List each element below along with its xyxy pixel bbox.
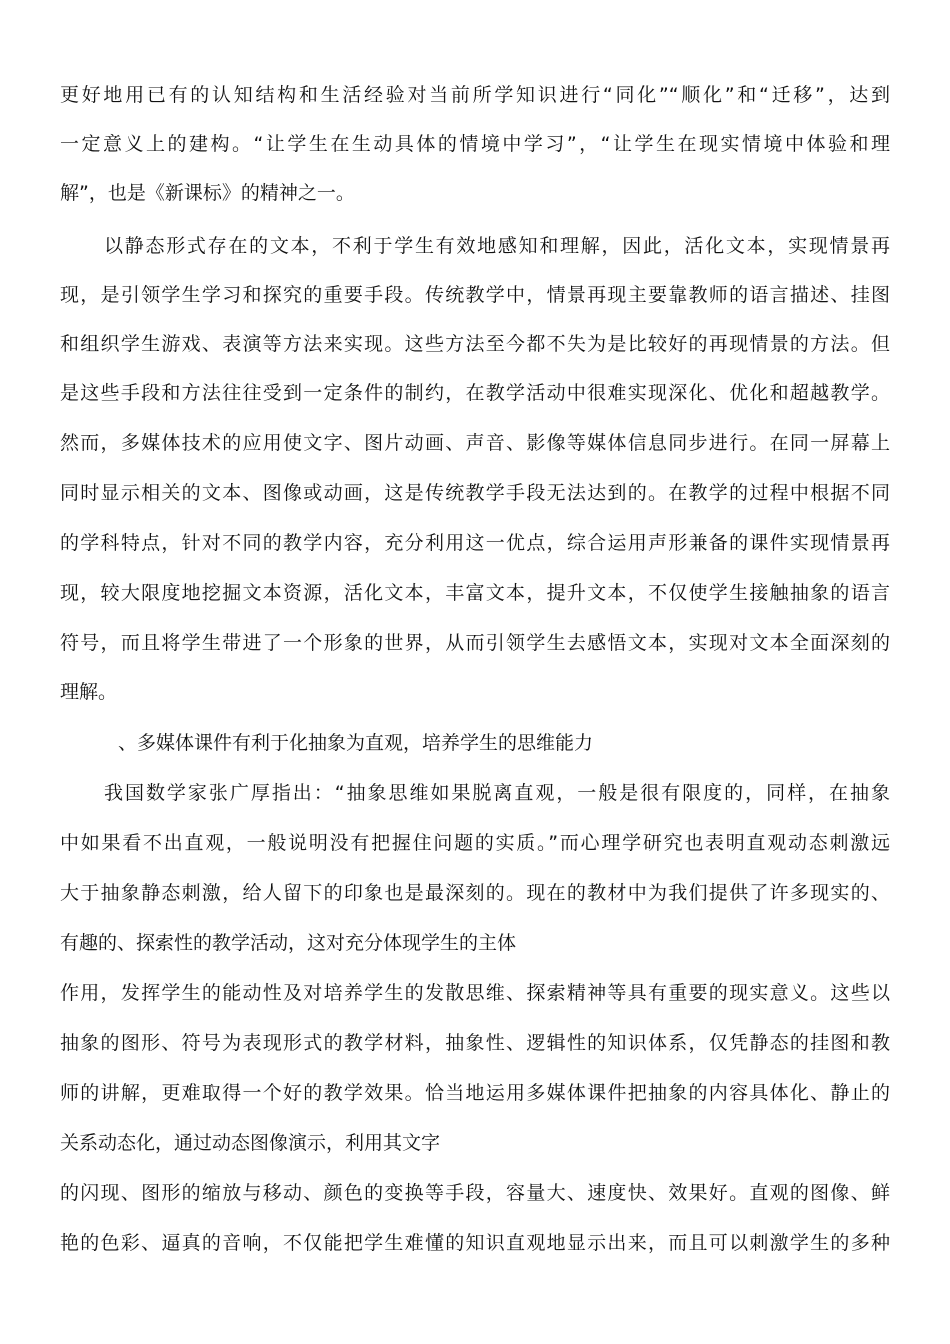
text-line: 艳的色彩、逼真的音响，不仅能把学生难懂的知识直观地显示出来，而且可以刺激学生的多种 <box>60 1232 890 1254</box>
text-line: 的学科特点，针对不同的教学内容，充分利用这一优点，综合运用声形兼备的课件实现情景再 <box>60 532 890 554</box>
text-line: 解”，也是《新课标》的精神之一。 <box>60 182 355 204</box>
text-line: 理解。 <box>60 681 118 703</box>
text-line: 的闪现、图形的缩放与移动、颜色的变换等手段，容量大、速度快、效果好。直观的图像、鲜 <box>60 1182 890 1204</box>
text-line: 更好地用已有的认知结构和生活经验对当前所学知识进行“同化”“顺化”和“迁移”，达到 <box>60 84 890 106</box>
text-line: 作用，发挥学生的能动性及对培养学生的发散思维、探索精神等具有重要的现实意义。这些以 <box>60 982 890 1004</box>
text-line: 抽象的图形、符号为表现形式的教学材料，抽象性、逻辑性的知识体系，仅凭静态的挂图和教 <box>60 1032 890 1054</box>
text-line: 关系动态化，通过动态图像演示，利用其文字 <box>60 1132 441 1154</box>
text-line: 中如果看不出直观，一般说明没有把握住问题的实质。”而心理学研究也表明直观动态刺激远 <box>60 832 890 854</box>
text-line: 同时显示相关的文本、图像或动画，这是传统教学手段无法达到的。在教学的过程中根据不同 <box>60 482 890 504</box>
text-line: 师的讲解，更难取得一个好的教学效果。恰当地运用多媒体课件把抽象的内容具体化、静止的 <box>60 1082 890 1104</box>
section-heading: 、多媒体课件有利于化抽象为直观，培养学生的思维能力 <box>118 732 594 754</box>
text-line: 一定意义上的建构。“让学生在生动具体的情境中学习”，“让学生在现实情境中体验和理 <box>60 133 890 155</box>
text-line: 有趣的、探索性的教学活动，这对充分体现学生的主体 <box>60 932 517 954</box>
text-line: 是这些手段和方法往往受到一定条件的制约，在教学活动中很难实现深化、优化和超越教学。 <box>60 382 890 404</box>
text-line: 现，较大限度地挖掘文本资源，活化文本，丰富文本，提升文本，不仅使学生接触抽象的语言 <box>60 582 890 604</box>
text-line: 和组织学生游戏、表演等方法来实现。这些方法至今都不失为是比较好的再现情景的方法。但 <box>60 333 890 355</box>
text-line: 现，是引领学生学习和探究的重要手段。传统教学中，情景再现主要靠教师的语言描述、挂图 <box>60 284 890 306</box>
paragraph-first-line: 我国数学家张广厚指出：“抽象思维如果脱离直观，一般是很有限度的，同样，在抽象 <box>104 782 890 804</box>
text-line: 大于抽象静态刺激，给人留下的印象也是最深刻的。现在的教材中为我们提供了许多现实的、 <box>60 882 890 904</box>
text-line: 符号，而且将学生带进了一个形象的世界，从而引领学生去感悟文本，实现对文本全面深刻的 <box>60 632 890 654</box>
paragraph-first-line: 以静态形式存在的文本，不利于学生有效地感知和理解，因此，活化文本，实现情景再 <box>104 235 890 257</box>
text-line: 然而，多媒体技术的应用使文字、图片动画、声音、影像等媒体信息同步进行。在同一屏幕上 <box>60 432 890 454</box>
